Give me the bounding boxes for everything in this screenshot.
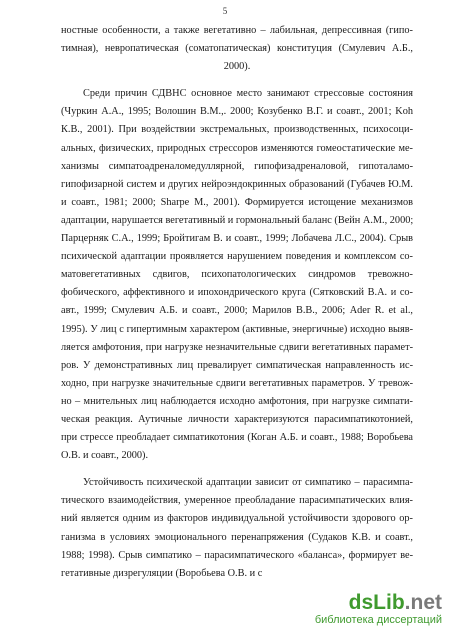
text-line: тимная), невропатическая (соматопатическая) конституция (Смулевич А.Б., — [61, 43, 413, 55]
text-line: альных, физических, природных стрессоров изменяются гомеостатические ме- — [61, 142, 413, 154]
text-line: ганизма в условиях эмоционального перенапряжения (Судаков К.В. и соавт., — [61, 531, 413, 543]
text-line: ров. У демонстративных лиц превалирует симпатическая направленность ис- — [61, 359, 413, 371]
text-line: ходно, при нагрузке значительные сдвиги вегетативных параметров. У тревож- — [61, 377, 413, 389]
text-line: К.В., 2001). При воздействии экстремальных, производственных, психосоци- — [61, 124, 413, 136]
page-number: 5 — [222, 6, 228, 16]
paragraph-gap — [61, 465, 413, 474]
text-line: авт., 1999; Смулевич А.Б. и соавт., 2000; Марилов В.В., 2006; Ader R. et al., — [61, 305, 413, 317]
text-line: адаптации, нарушается вегетативный и гормональный баланс (Вейн А.М., 2000; — [61, 214, 414, 226]
watermark-logo — [315, 592, 442, 627]
text-line: ческая реакция. Аутичные личности характеризуются парасимпатикотонией, — [61, 413, 413, 425]
text-line: ностные особенности, а также вегетативно – лабильная, депрессивная (гипо- — [61, 25, 413, 36]
paragraph-gap — [61, 76, 413, 85]
watermark-title-part-a: dsLib — [348, 591, 405, 614]
text-line: Среди причин СДВНС основное место занимают стрессовые состояния — [83, 88, 413, 100]
text-line: О.В. и соавт., 2000). — [61, 450, 149, 462]
text-line: гипофизарной систем и других нейроэндокринных образований (Губачев Ю.М. — [61, 178, 413, 190]
text-line: ляется амфотония, при нагрузке незначительные сдвиги вегетативных парамет- — [61, 341, 413, 353]
watermark-subtitle: библиотека диссертаций — [314, 614, 442, 626]
text-line: 2000). — [223, 61, 251, 73]
text-line: (Чуркин А.А., 1995; Волошин В.М.,. 2000; Козубенко В.Г. и соавт., 2001; Koh — [61, 106, 413, 118]
watermark-title — [315, 592, 442, 614]
text-line: Парцерняк С.А., 1999; Бройтигам В. и соавт., 1999; Лобачева Л.С., 2004). Срыв — [61, 233, 413, 245]
text-line: фобического, аффективного и ипохондрического круга (Сятковский В.А. и со- — [61, 287, 413, 299]
text-line: психической адаптации проявляется нарушением поведения и комплексом со- — [61, 251, 413, 263]
text-line: тического взаимодействия, умеренное преобладание парасимпатических влия- — [61, 495, 413, 507]
text-line: 1995). У лиц с гипертимным характером (активные, энергичные) исходно выяв- — [61, 323, 413, 335]
text-line: матовегетативных сдвигов, психопатологических синдромов тревожно- — [61, 269, 413, 281]
text-line: ний является одним из факторов индивидуальной устойчивости здорового ор- — [61, 513, 413, 525]
text-line: но – мнительных лиц наблюдается исходно амфотония, при нагрузке симпати- — [61, 395, 413, 407]
text-line: при стрессе преобладает симпатикотония (Коган А.Б. и соавт., 1988; Воробьева — [61, 432, 413, 444]
text-line: гетативные дизрегуляции (Воробьева О.В. и с — [61, 567, 263, 579]
text-line: 1988; 1998). Срыв симпатико – парасимпатического «баланса», формирует ве- — [61, 549, 413, 561]
watermark-title-part-b: .net — [404, 591, 442, 614]
text-line: и соавт., 1981; 2000; Sharpe M., 2001). Формируется истощение механизмов — [61, 196, 413, 208]
text-line: ханизмы симпатоадреналомедуллярной, гипофизадреналовой, гипоталамо- — [61, 160, 413, 172]
text-line: Устойчивость психической адаптации зависит от симпатико – парасимпа- — [83, 477, 413, 489]
document-body — [61, 22, 413, 583]
